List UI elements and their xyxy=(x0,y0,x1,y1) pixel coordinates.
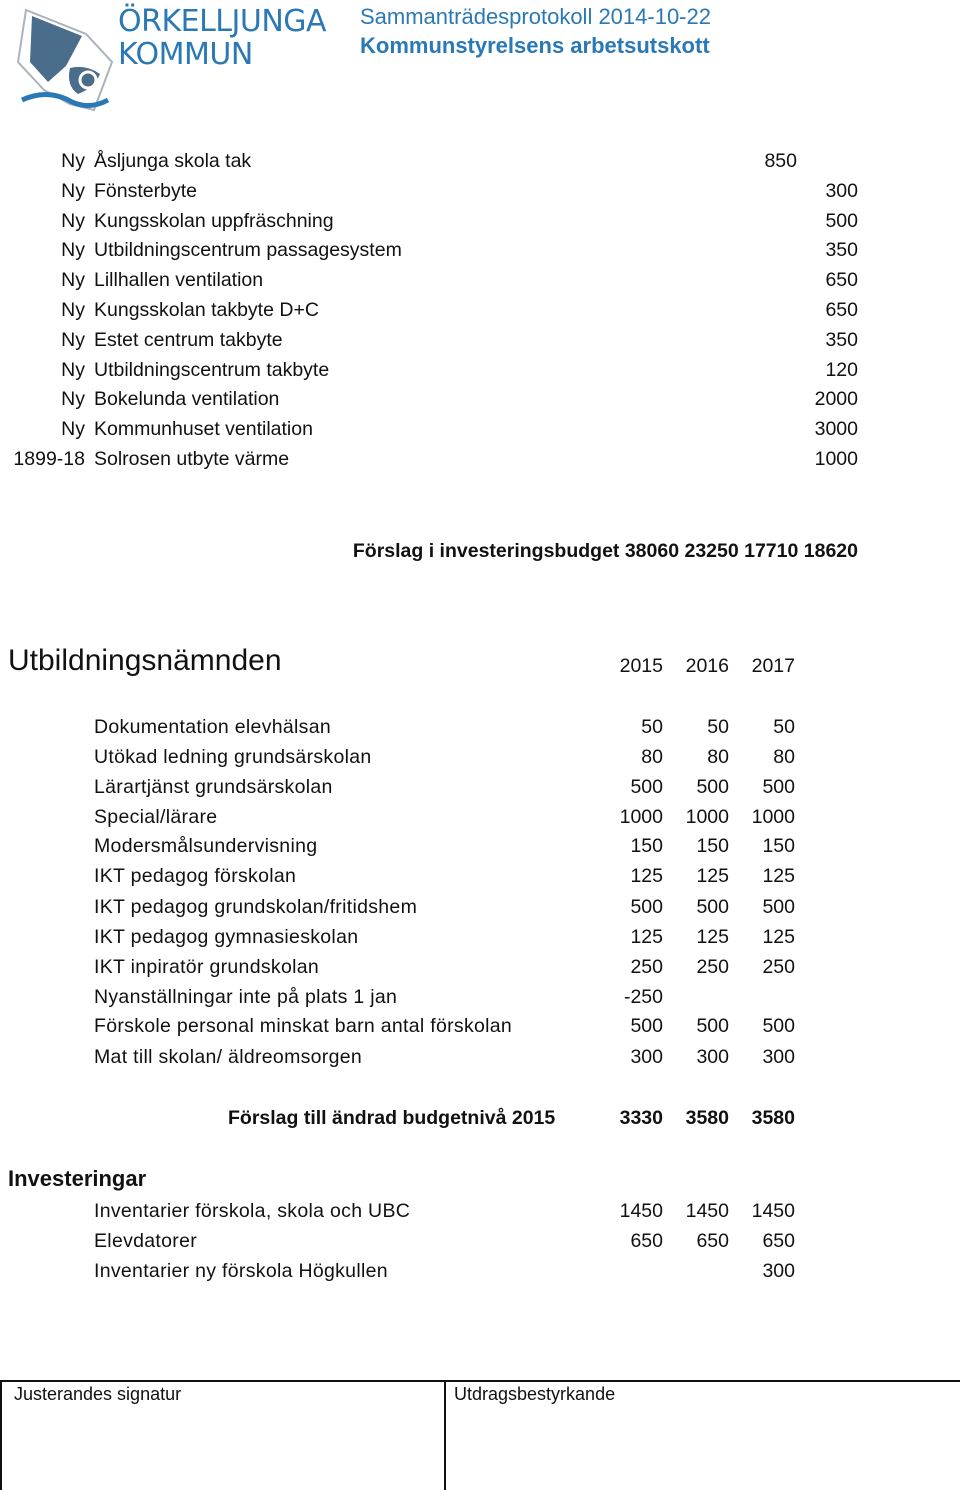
investment-code: Ny xyxy=(61,209,85,232)
table-cell-value: 300 xyxy=(630,1046,663,1068)
budget-proposal: Förslag i investeringsbudget 38060 23250 17710 18620 xyxy=(352,540,858,562)
investment-amount: 1000 xyxy=(814,448,858,470)
investment-amount: 120 xyxy=(825,358,858,381)
table-row-label: Nyanställningar inte på plats 1 jan xyxy=(94,986,398,1008)
investment-amount: 3000 xyxy=(814,418,858,441)
table-cell-value: 80 xyxy=(641,746,663,768)
table-cell-value: 250 xyxy=(762,956,795,978)
investment-amount: 650 xyxy=(825,269,858,292)
investment-amount: 350 xyxy=(825,328,858,351)
table-cell-value: 50 xyxy=(641,716,663,738)
logo-name-line1: ÖRKELLJUNGA xyxy=(118,4,327,39)
table-cell-value: 125 xyxy=(762,865,795,887)
table-cell-value: 150 xyxy=(762,835,795,857)
logo xyxy=(8,4,118,114)
table-cell-value: 500 xyxy=(762,896,795,918)
table-cell-value: 1000 xyxy=(751,806,795,828)
table-row-label: IKT pedagog grundskolan/fritidshem xyxy=(94,896,418,918)
investment-amount: 650 xyxy=(825,299,858,321)
investment-row-label: Inventarier ny förskola Högkullen xyxy=(94,1260,388,1282)
table-cell-value: 80 xyxy=(773,746,795,768)
table-row-label: IKT pedagog förskolan xyxy=(94,865,297,887)
table-cell-value: 1000 xyxy=(619,806,663,828)
table-row-label: Modersmålsundervisning xyxy=(94,835,318,857)
investment-name: Bokelunda ventilation xyxy=(94,388,280,411)
year-label: 2016 xyxy=(685,655,729,677)
table-row-label: Dokumentation elevhälsan xyxy=(94,716,332,738)
table-cell-value: 125 xyxy=(696,865,729,887)
investment-row-value: 1450 xyxy=(751,1200,795,1222)
table-cell-value: 500 xyxy=(696,896,729,918)
table-cell-value: 125 xyxy=(696,926,729,948)
investment-code: Ny xyxy=(61,179,85,202)
table-cell-value: 150 xyxy=(630,835,663,857)
investment-amount: 300 xyxy=(825,179,858,202)
footer-signature-label: Justerandes signatur xyxy=(14,1384,182,1404)
investment-amount: 500 xyxy=(825,209,858,232)
table-cell-value: 500 xyxy=(630,1015,663,1037)
table-cell-value: 125 xyxy=(630,865,663,887)
footer-certification-label: Utdragsbestyrkande xyxy=(454,1384,616,1404)
total-value: 3330 xyxy=(619,1107,663,1129)
investment-code: Ny xyxy=(61,388,85,411)
table-cell-value: 500 xyxy=(696,1015,729,1037)
investment-row-label: Elevdatorer xyxy=(94,1230,198,1252)
document-subtitle: Kommunstyrelsens arbetsutskott xyxy=(360,33,710,58)
investment-row-value: 1450 xyxy=(685,1200,729,1222)
investment-name: Kommunhuset ventilation xyxy=(94,418,313,441)
investment-name: Lillhallen ventilation xyxy=(94,269,264,292)
investment-code: Ny xyxy=(61,299,85,321)
section-heading-utbildning: Utbildningsnämnden xyxy=(8,644,282,677)
investment-row-value: 300 xyxy=(762,1260,795,1282)
table-cell-value: 500 xyxy=(762,776,795,798)
document-title: Sammanträdesprotokoll 2014-10-22 xyxy=(360,4,711,29)
footer-divider xyxy=(444,1380,446,1490)
investment-name: Solrosen utbyte värme xyxy=(94,448,290,470)
investment-name: Fönsterbyte xyxy=(94,179,197,202)
table-row-label: IKT inpiratör grundskolan xyxy=(94,956,320,978)
investment-name: Estet centrum takbyte xyxy=(94,328,283,351)
table-row-label: Lärartjänst grundsärskolan xyxy=(94,776,333,798)
table-cell-value: 150 xyxy=(696,835,729,857)
table-cell-value: 300 xyxy=(762,1046,795,1068)
investment-code: Ny xyxy=(61,418,85,441)
table-row-label: Förskole personal minskat barn antal förskolan xyxy=(94,1015,513,1037)
investment-name: Kungsskolan takbyte D+C xyxy=(94,299,319,321)
investment-amount: 350 xyxy=(825,239,858,262)
table-row-label: IKT pedagog gymnasieskolan xyxy=(94,926,359,948)
investment-row-value: 650 xyxy=(630,1230,663,1252)
investment-code: Ny xyxy=(61,358,85,381)
investment-code: 1899-18 xyxy=(13,448,85,470)
table-row-label: Utökad ledning grundsärskolan xyxy=(94,746,372,768)
table-cell-value: 1000 xyxy=(685,806,729,828)
coat-of-arms-icon xyxy=(8,4,118,114)
table-cell-value: -250 xyxy=(623,986,663,1008)
table-cell-value: 125 xyxy=(630,926,663,948)
logo-name-line2: KOMMUN xyxy=(118,37,253,72)
table-cell-value: 500 xyxy=(696,776,729,798)
table-cell-value: 500 xyxy=(762,1015,795,1037)
table-cell-value: 80 xyxy=(707,746,729,768)
investment-amount: 2000 xyxy=(814,388,858,411)
table-cell-value: 250 xyxy=(696,956,729,978)
investment-row-value: 1450 xyxy=(619,1200,663,1222)
investment-amount: 850 xyxy=(764,150,797,172)
investment-name: Kungsskolan uppfräschning xyxy=(94,209,334,232)
section-heading-investeringar: Investeringar xyxy=(8,1166,147,1191)
investment-row-label: Inventarier förskola, skola och UBC xyxy=(94,1200,411,1222)
table-cell-value: 50 xyxy=(773,716,795,738)
investment-name: Utbildningscentrum passagesystem xyxy=(94,239,402,262)
table-cell-value: 125 xyxy=(762,926,795,948)
year-label: 2015 xyxy=(619,655,663,677)
table-cell-value: 500 xyxy=(630,896,663,918)
investment-code: Ny xyxy=(61,269,85,292)
investment-code: Ny xyxy=(61,150,85,172)
investment-row-value: 650 xyxy=(762,1230,795,1252)
investment-row-value: 650 xyxy=(696,1230,729,1252)
table-cell-value: 250 xyxy=(630,956,663,978)
investment-code: Ny xyxy=(61,328,85,351)
investment-name: Utbildningscentrum takbyte xyxy=(94,358,330,381)
total-value: 3580 xyxy=(751,1107,795,1129)
investment-code: Ny xyxy=(61,239,85,262)
table-cell-value: 500 xyxy=(630,776,663,798)
total-value: 3580 xyxy=(685,1107,729,1129)
footer-top-rule xyxy=(0,1380,960,1382)
investment-name: Åsljunga skola tak xyxy=(94,150,252,172)
footer-left-border xyxy=(0,1380,2,1490)
total-label: Förslag till ändrad budgetnivå 2015 xyxy=(228,1107,556,1129)
table-row-label: Special/lärare xyxy=(94,806,218,828)
table-cell-value: 50 xyxy=(707,716,729,738)
table-cell-value: 300 xyxy=(696,1046,729,1068)
year-label: 2017 xyxy=(751,655,795,677)
table-row-label: Mat till skolan/ äldreomsorgen xyxy=(94,1046,363,1068)
